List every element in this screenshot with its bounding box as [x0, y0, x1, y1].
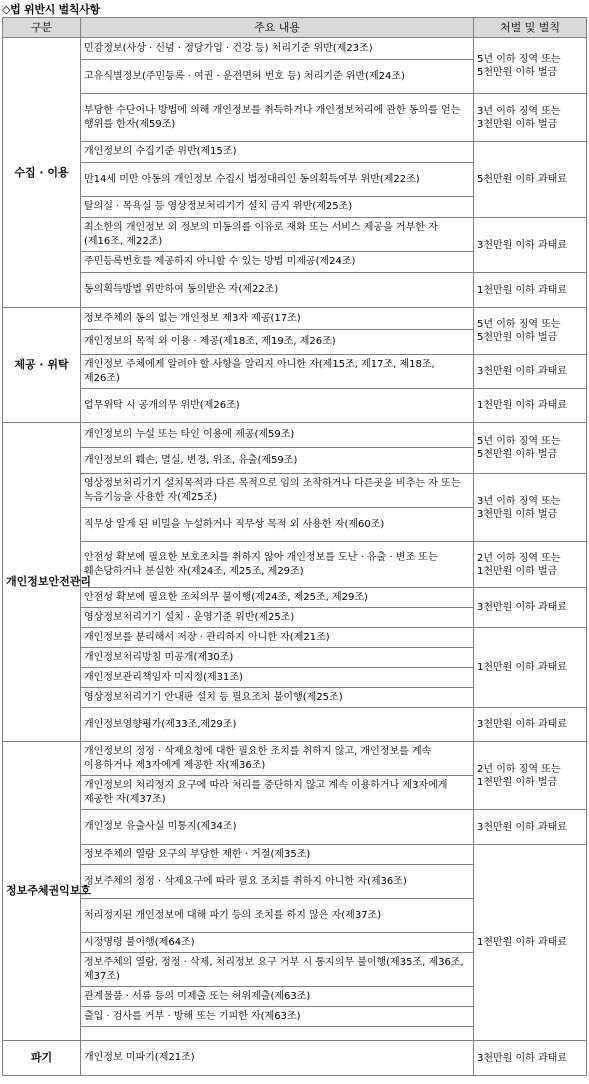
category-rights: 정보주체권익보호 — [3, 742, 81, 1041]
content-cell: 영상정보처리기기 설치목적과 다른 목적으로 임의 조작하거나 다른곳을 비추는 자 또는 녹음기능을 사용한 자(제25조) — [81, 474, 474, 508]
penalty-cell: 3년 이하 징역 또는 3천만원 이하 벌금 — [474, 94, 587, 142]
category-safety: 개인정보안전관리 — [3, 423, 81, 742]
content-cell: 영상정보처리기기 안내판 설치 등 필요조치 불이행(제25조) — [81, 688, 474, 708]
content-cell: 개인정보영향평가(제33조,제29조) — [81, 708, 474, 742]
penalty-cell: 5년 이하 징역 또는 5천만원 이하 벌금 — [474, 423, 587, 474]
category-provide: 제공 · 위탁 — [3, 308, 81, 423]
table-row — [3, 308, 587, 330]
content-cell: 출입 · 검사를 거부 · 방해 또는 기피한 자(제63조) — [81, 1007, 474, 1027]
penalty-cell: 1천만원 이하 과태료 — [474, 389, 587, 423]
content-cell: 관계물품 · 서류 등의 미제출 또는 허위제출(제63조) — [81, 987, 474, 1007]
content-cell: 정보주체의 열람, 정정 · 삭제, 처리정보 요구 거부 시 통지의무 불이행(제35조, 제36조, 제37조) — [81, 953, 474, 987]
page-title: ◇법 위반시 벌칙사항 — [2, 3, 100, 16]
table-row — [3, 423, 587, 448]
content-cell: 직무상 알게 된 비밀을 누설하거나 직무상 목적 외 사용한 자(제60조) — [81, 508, 474, 542]
content-cell: 개인정보처리방침 미공개(제30조) — [81, 648, 474, 668]
content-cell — [81, 1027, 474, 1041]
content-cell: 개인정보 주체에게 알려야 할 사항을 알리지 아니한 자(제15조, 제17조, 제18조, 제26조) — [81, 355, 474, 389]
category-destroy: 파기 — [3, 1041, 81, 1076]
content-cell: 정보주체의 동의 없는 개인정보 제3자 제공(17조) — [81, 308, 474, 330]
table-row — [3, 628, 587, 648]
content-cell: 동의획득방법 위반하여 동의받은 자(제22조) — [81, 273, 474, 308]
penalty-cell: 5년 이하 징역 또는 5천만원 이하 벌금 — [474, 308, 587, 355]
content-cell: 개인정보의 처리정지 요구에 따라 처리를 중단하지 않고 계속 이용하거나 제3자에게 제공한 자(제37조) — [81, 776, 474, 810]
table-row — [3, 142, 587, 163]
penalty-cell: 3천만원 이하 과태료 — [474, 810, 587, 845]
content-cell: 개인정보 미파기(제21조) — [81, 1041, 474, 1076]
header-content: 주요 내용 — [81, 18, 474, 38]
content-cell: 개인정보의 목적 외 이용 · 제공(제18조, 제19조, 제26조) — [81, 330, 474, 355]
table-row — [3, 389, 587, 423]
penalty-cell: 3천만원 이하 과태료 — [474, 1041, 587, 1076]
table-row — [3, 38, 587, 60]
header-row — [3, 18, 587, 38]
content-cell: 최소한의 개인정보 외 정보의 미동의를 이유로 재화 또는 서비스 제공을 거부한 자(제16조, 제22조) — [81, 218, 474, 252]
penalty-cell: 2년 이하 징역 또는 1천만원 이하 벌금 — [474, 542, 587, 588]
content-cell: 민감정보(사상 · 신념 · 정당가입 · 건강 등) 처리기준 위반(제23조) — [81, 38, 474, 60]
table-row — [3, 474, 587, 508]
content-cell: 업무위탁 시 공개의무 위반(제26조) — [81, 389, 474, 423]
content-cell: 개인정보관리책임자 미지정(제31조) — [81, 668, 474, 688]
table-row — [3, 355, 587, 389]
penalty-cell: 1천만원 이하 과태료 — [474, 273, 587, 308]
table-row — [3, 708, 587, 742]
content-cell: 안전성 확보에 필요한 조치의무 불이행(제24조, 제25조, 제29조) — [81, 588, 474, 608]
content-cell: 탈의실 · 목욕실 등 영상정보처리기기 설치 금지 위반(제25조) — [81, 197, 474, 218]
header-penalty: 처벌 및 벌칙 — [474, 18, 587, 38]
content-cell: 고유식별정보(주민등록 · 여권 · 운전면허 번호 등) 처리기준 위반(제24조) — [81, 60, 474, 94]
penalty-cell: 5년 이하 징역 또는 5천만원 이하 벌금 — [474, 38, 587, 94]
content-cell: 부당한 수단이나 방법에 의해 개인정보를 취득하거나 개인정보처리에 관한 동의를 얻는 행위를 한자(제59조) — [81, 94, 474, 142]
table-row — [3, 218, 587, 252]
penalty-cell: 3천만원 이하 과태료 — [474, 708, 587, 742]
content-cell: 개인정보의 훼손, 멸실, 변경, 위조, 유출(제59조) — [81, 448, 474, 474]
category-collect: 수집 · 이용 — [3, 38, 81, 308]
content-cell: 만14세 미만 아동의 개인정보 수집시 법정대리인 동의획득여부 위반(제22조) — [81, 163, 474, 197]
penalty-cell: 1천만원 이하 과태료 — [474, 845, 587, 1041]
table-row — [3, 1041, 587, 1076]
table-row — [3, 273, 587, 308]
penalty-cell: 5천만원 이하 과태료 — [474, 142, 587, 218]
content-cell: 개인정보의 누설 또는 타인 이용에 제공(제59조) — [81, 423, 474, 448]
content-cell: 개인정보 유출사실 미통지(제34조) — [81, 810, 474, 845]
content-cell: 주민등록번호를 제공하지 아니할 수 있는 방법 미제공(제24조) — [81, 252, 474, 273]
content-cell: 정보주체의 열람 요구의 부당한 제한 · 거절(제35조) — [81, 845, 474, 865]
table-row — [3, 742, 587, 776]
header-category: 구분 — [3, 18, 81, 38]
table-row — [3, 845, 587, 865]
penalty-cell: 3년 이하 징역 또는 3천만원 이하 벌금 — [474, 474, 587, 542]
content-cell: 개인정보의 수집기준 위반(제15조) — [81, 142, 474, 163]
penalty-cell: 3천만원 이하 과태료 — [474, 588, 587, 628]
content-cell: 정보주체의 정정 · 삭제요구에 따라 필요 조치를 취하지 아니한 자(제36조) — [81, 865, 474, 899]
penalty-cell: 3천만원 이하 과태료 — [474, 355, 587, 389]
penalty-cell: 1천만원 이하 과태료 — [474, 628, 587, 708]
table-row — [3, 588, 587, 608]
content-cell: 안전성 확보에 필요한 보호조치를 취하지 않아 개인정보를 도난 · 유출 · 변조 또는 훼손당하거나 분실한 자(제24조, 제25조, 제29조) — [81, 542, 474, 588]
content-cell: 개인정보를 분리해서 저장 · 관리하지 아니한 자(제21조) — [81, 628, 474, 648]
content-cell: 영상정보처리기기 설치 · 운영기준 위반(제25조) — [81, 608, 474, 628]
penalty-cell: 3천만원 이하 과태료 — [474, 218, 587, 273]
content-cell: 처리정지된 개인정보에 대해 파기 등의 조치를 하지 않은 자(제37조) — [81, 899, 474, 933]
content-cell: 개인정보의 정정 · 삭제요청에 대한 필요한 조치를 취하지 않고, 개인정보를 계속 이용하거나 제3자에게 제공한 자(제36조) — [81, 742, 474, 776]
penalty-table — [2, 17, 587, 1076]
table-row — [3, 810, 587, 845]
penalty-cell: 2년 이하 징역 또는 1천만원 이하 벌금 — [474, 742, 587, 810]
table-row — [3, 94, 587, 142]
content-cell: 시정명령 불이행(제64조) — [81, 933, 474, 953]
